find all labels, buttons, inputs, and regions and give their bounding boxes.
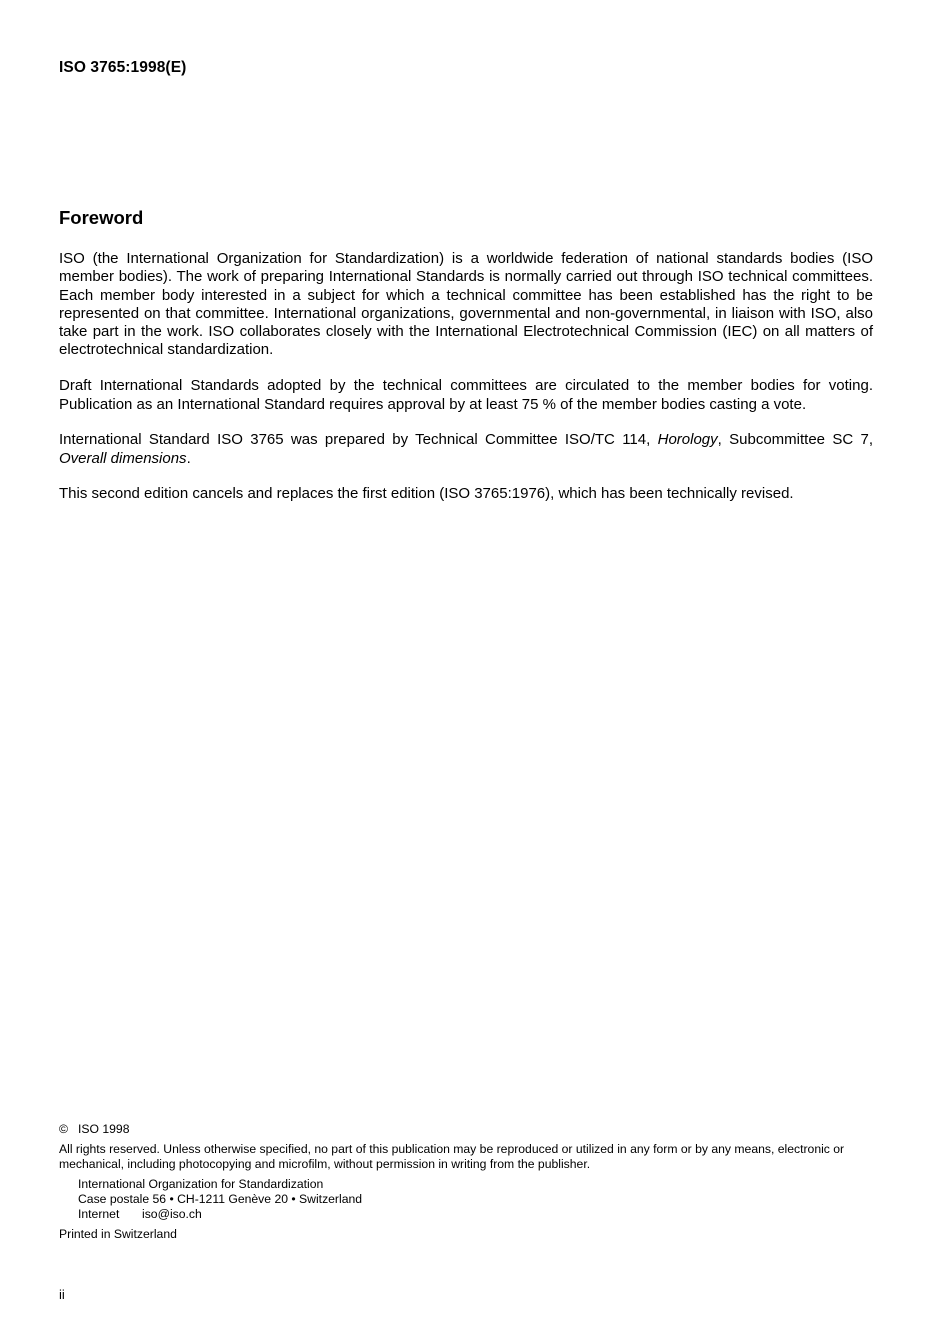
copyright-text: ISO 1998 xyxy=(77,1122,130,1136)
prep-text-3: . xyxy=(186,449,191,467)
copyright-icon: © xyxy=(59,1122,68,1136)
paragraph-draft-standards: Draft International Standards adopted by the technical committees are circulated to the member bodies for voting. Publication as an International Standard requires approval by at least 75 % of the member bodies casting a vote. xyxy=(59,377,873,413)
prep-subcommittee-name: Overall dimensions xyxy=(59,449,187,467)
foreword-body xyxy=(59,250,873,521)
paragraph-preparation xyxy=(59,431,873,468)
rights-statement: All rights reserved. Unless otherwise specified, no part of this publication may be reproduced or utilized in any form or by any means, electronic or mechanical, including photocopying and microfilm, without permission in writing from the publisher. xyxy=(59,1142,845,1171)
document-id: ISO 3765:1998(E) xyxy=(59,59,187,76)
section-title: Foreword xyxy=(59,207,144,228)
prep-committee-name: Horology xyxy=(657,431,718,449)
internet-label: Internet xyxy=(78,1207,120,1221)
copyright-footer xyxy=(59,1122,879,1242)
organization-name: International Organization for Standardization xyxy=(78,1177,324,1191)
prep-text-2: , Subcommittee SC 7, xyxy=(717,431,873,449)
internet-line xyxy=(78,1207,879,1222)
internet-email: iso@iso.ch xyxy=(142,1207,202,1221)
paragraph-iso-intro: ISO (the International Organization for Standardization) is a worldwide federation of national standards bodies (ISO member bodies). The work of preparing International Standards is normally carried out through ISO technical committees. Each member body interested in a subject for which a technical committee has been established has the right to be represented on that committee. International organizations, governmental and non-governmental, in liaison with ISO, also take part in the work. ISO collaborates closely with the International Electrotechnical Commission (IEC) on all matters of electrotechnical standardization. xyxy=(59,250,873,359)
copyright-line xyxy=(59,1122,879,1137)
paragraph-edition-note: This second edition cancels and replaces the first edition (ISO 3765:1976), which has been technically revised. xyxy=(59,485,794,503)
address-block xyxy=(59,1177,879,1222)
printed-in: Printed in Switzerland xyxy=(59,1227,177,1241)
page-number: ii xyxy=(59,1287,65,1302)
prep-text-1: International Standard ISO 3765 was prepared by Technical Committee ISO/TC 114, xyxy=(59,431,658,449)
postal-address: Case postale 56 • CH-1211 Genève 20 • Switzerland xyxy=(78,1192,363,1206)
